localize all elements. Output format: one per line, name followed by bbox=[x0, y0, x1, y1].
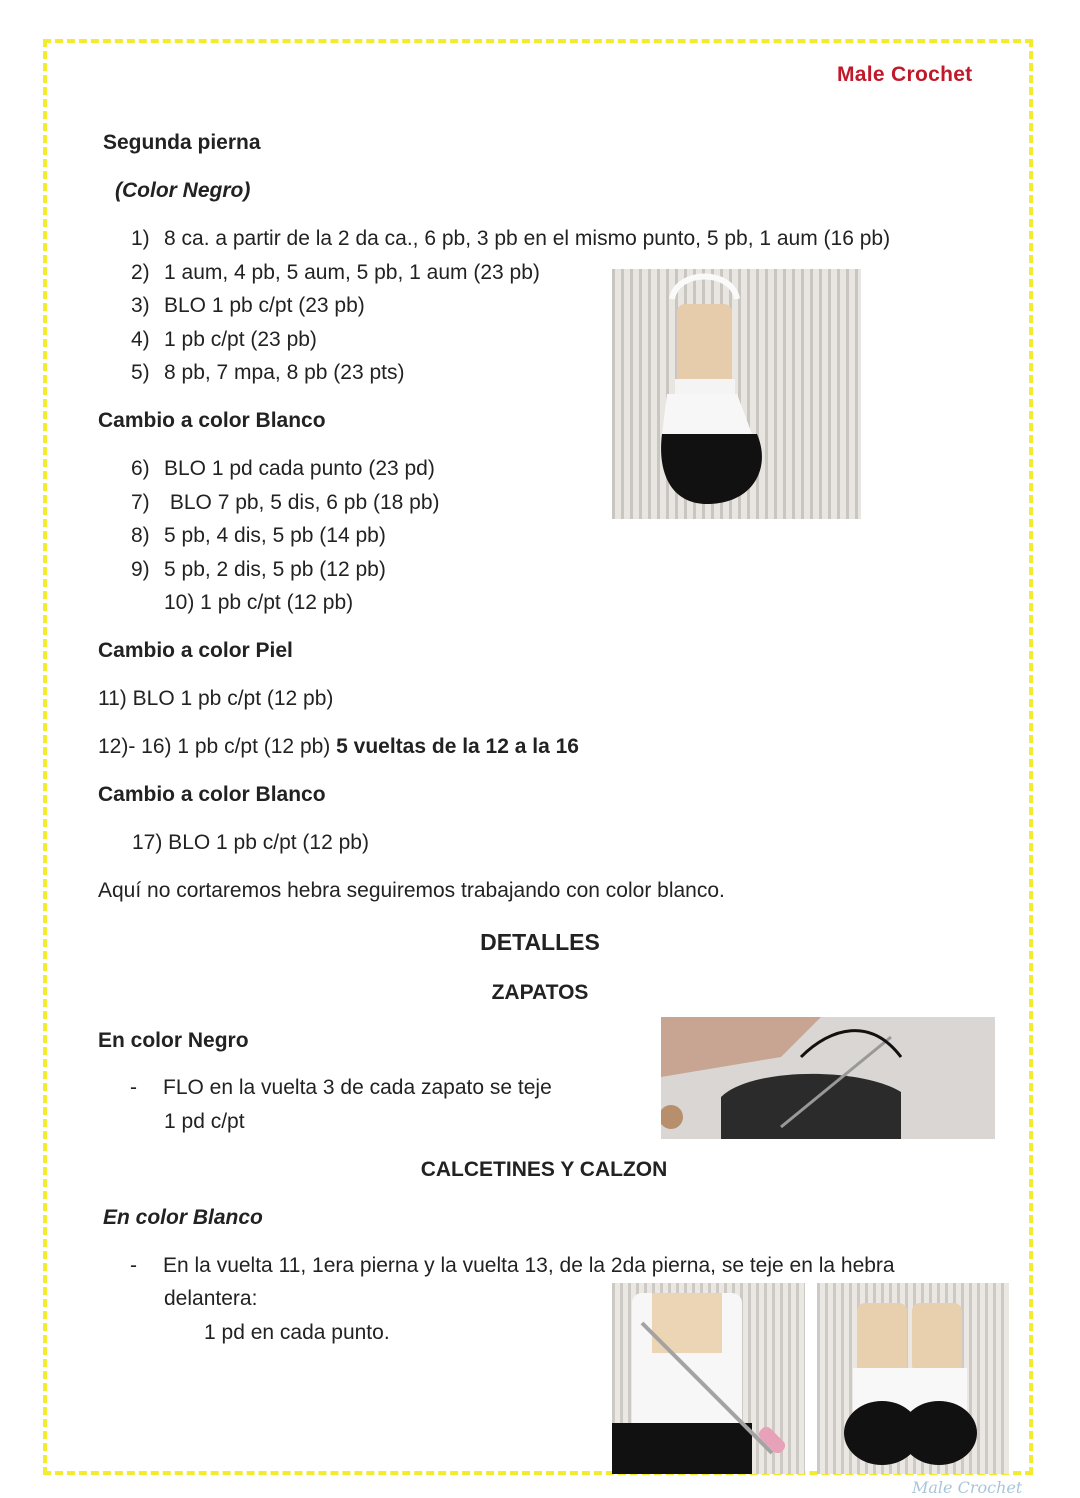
round-text: 8 ca. a partir de la 2 da ca., 6 pb, 3 pb en el mismo punto, 5 pb, 1 aum (16 pb) bbox=[164, 227, 891, 250]
shoe-detail-photo bbox=[661, 1017, 995, 1139]
round-number: 6) bbox=[131, 457, 150, 480]
round-text: BLO 1 pd cada punto (23 pd) bbox=[164, 457, 435, 480]
round-text: BLO 1 pb c/pt (23 pb) bbox=[164, 294, 365, 317]
round-text: 1 pb c/pt (23 pb) bbox=[164, 327, 317, 351]
socks-color: En color Blanco bbox=[103, 1206, 263, 1229]
round-number: 7) bbox=[131, 490, 150, 514]
bullet-dash: - bbox=[130, 1076, 137, 1099]
section-title: Segunda pierna bbox=[103, 131, 261, 154]
bullet-dash: - bbox=[130, 1254, 137, 1277]
round-item bbox=[131, 361, 404, 385]
round-text: BLO 7 pb, 5 dis, 6 pb (18 pb) bbox=[164, 490, 440, 514]
round-item bbox=[131, 261, 540, 285]
round-12-bold: 5 vueltas de la 12 a la 16 bbox=[336, 735, 579, 758]
round-number: 2) bbox=[131, 260, 150, 284]
socks-title: CALCETINES Y CALZON bbox=[420, 1158, 668, 1181]
round-number: 5) bbox=[131, 361, 150, 384]
note-text: Aquí no cortaremos hebra seguiremos trabajando con color blanco. bbox=[98, 879, 725, 902]
round-item bbox=[131, 457, 435, 481]
round-text: 1 aum, 4 pb, 5 aum, 5 pb, 1 aum (23 pb) bbox=[164, 260, 540, 284]
round-number: 3) bbox=[131, 294, 150, 317]
brand-title: Male Crochet bbox=[837, 63, 973, 86]
round-text: 8 pb, 7 mpa, 8 pb (23 pts) bbox=[164, 361, 405, 384]
leg-photo bbox=[612, 269, 861, 519]
round-item bbox=[131, 294, 365, 318]
shoes-item bbox=[130, 1076, 552, 1100]
socks-item bbox=[130, 1254, 895, 1278]
round-10: 10) 1 pb c/pt (12 pb) bbox=[164, 591, 354, 614]
round-number: 1) bbox=[131, 227, 150, 250]
shoes-line-2: 1 pd c/pt bbox=[164, 1110, 245, 1133]
round-12-text: 12)- 16) 1 pb c/pt (12 pb) bbox=[98, 735, 331, 758]
socks-line-2: delantera: bbox=[164, 1287, 258, 1310]
change-skin-heading: Cambio a color Piel bbox=[98, 639, 293, 662]
round-item bbox=[131, 524, 386, 548]
hook-photo bbox=[612, 1283, 805, 1474]
round-item bbox=[131, 491, 440, 515]
round-item bbox=[131, 227, 890, 251]
round-text: 5 pb, 2 dis, 5 pb (12 pb) bbox=[164, 557, 386, 581]
round-item bbox=[131, 558, 386, 582]
shoes-line-1: FLO en la vuelta 3 de cada zapato se teje bbox=[163, 1076, 552, 1099]
round-text: 5 pb, 4 dis, 5 pb (14 pb) bbox=[164, 524, 386, 547]
details-title: DETALLES bbox=[480, 929, 600, 955]
shoes-color: En color Negro bbox=[98, 1029, 249, 1052]
shoes-title: ZAPATOS bbox=[491, 981, 589, 1004]
socks-line-1: En la vuelta 11, 1era pierna y la vuelta 13, de la 2da pierna, se teje en la hebra bbox=[163, 1254, 895, 1277]
round-17: 17) BLO 1 pb c/pt (12 pb) bbox=[132, 831, 369, 854]
round-number: 8) bbox=[131, 524, 150, 547]
round-11: 11) BLO 1 pb c/pt (12 pb) bbox=[98, 687, 334, 710]
change-white-heading: Cambio a color Blanco bbox=[98, 409, 326, 432]
socks-line-3: 1 pd en cada punto. bbox=[204, 1321, 390, 1344]
round-number: 9) bbox=[131, 557, 150, 581]
color-note: (Color Negro) bbox=[115, 179, 251, 202]
two-legs-photo bbox=[817, 1283, 1009, 1474]
round-item bbox=[131, 328, 317, 352]
round-number: 4) bbox=[131, 327, 150, 351]
round-12-16 bbox=[98, 735, 579, 759]
change-white-heading-2: Cambio a color Blanco bbox=[98, 783, 326, 806]
watermark-logo: Male Crochet bbox=[912, 1478, 1023, 1497]
